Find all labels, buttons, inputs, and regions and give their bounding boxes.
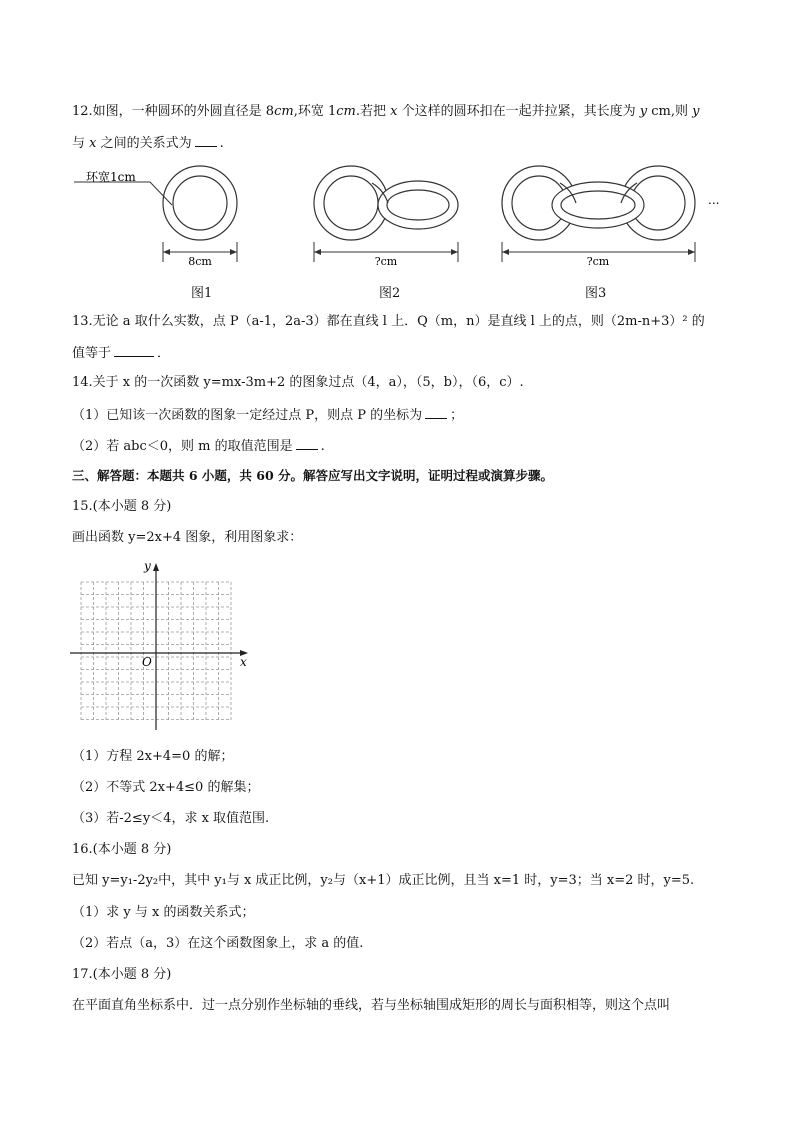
q13-text: 值等于 (72, 346, 112, 361)
figure-3-three-rings (502, 166, 719, 268)
caption-fig2: 图2 (379, 286, 401, 301)
answer-blank (195, 134, 217, 147)
y-axis-label: y (144, 560, 151, 573)
ring-figures (0, 160, 794, 270)
q12-text-e: cm,则 (647, 104, 693, 119)
unit-cm: cm (274, 104, 294, 119)
q13-line1: 13.无论 a 取什么实数，点 P（a-1，2a-3）都在直线 l 上．Q（m，n）是直线 l 上的点，则（2m-n+3）² 的 (72, 314, 705, 329)
unit-cm: cm (336, 104, 356, 119)
q14-sub1 (72, 406, 463, 425)
ellipsis: ... (708, 193, 720, 207)
q12-text-a: 12.如图，一种圆环的外圆直径是 8 (72, 104, 275, 119)
q16-intro: 已知 y=y₁-2y₂中，其中 y₁与 x 成正比例，y₂与（x+1）成正比例，且当 x=1 时，y=3；当 x=2 时，y=5. (72, 873, 695, 888)
q13-line2 (72, 344, 170, 363)
q17-intro: 在平面直角坐标系中．过一点分别作坐标轴的垂线，若与坐标轴围成矩形的周长与面积相等，则这个点叫 (72, 998, 671, 1013)
length-label-2: ?cm (374, 255, 398, 268)
q15-head: 15.(本小题 8 分) (72, 499, 172, 514)
answer-blank (114, 344, 154, 357)
q16-head: 16.(本小题 8 分) (72, 842, 172, 857)
y-axis-arrow (153, 563, 159, 571)
caption-fig3: 图3 (585, 286, 607, 301)
var-x: x (390, 104, 398, 119)
answer-blank (296, 437, 318, 450)
q14-line1: 14.关于 x 的一次函数 y=mx-3m+2 的图象过点（4，a），（5，b），（6，c）. (72, 375, 524, 390)
q12-text-g: 之间的关系式为 (96, 136, 192, 151)
section-3-heading: 三、解答题：本题共 6 小题，共 60 分。解答应写出文字说明，证明过程或演算步骤。 (72, 468, 554, 483)
q12-end: . (219, 136, 224, 151)
origin-label: O (142, 655, 152, 669)
var-y: y (639, 104, 648, 119)
q12-text-c: .若把 (355, 104, 391, 119)
q16-sub1: （1）求 y 与 x 的函数关系式； (72, 905, 255, 920)
q17-head: 17.(本小题 8 分) (72, 967, 172, 982)
q12-text-b: ,环宽 1 (293, 104, 337, 119)
q14-sub2-end: . (320, 439, 325, 454)
q16-sub2: （2）若点（a，3）在这个函数图象上，求 a 的值. (72, 936, 364, 951)
q14-sub1-text: （1）已知该一次函数的图象一定经过点 P，则点 P 的坐标为 (72, 408, 423, 423)
q14-sub1-end: ； (450, 408, 464, 423)
q12-line1 (72, 103, 699, 121)
q15-sub2: （2）不等式 2x+4≤0 的解集； (72, 780, 260, 795)
q12-text-f: 与 (72, 136, 90, 151)
q14-sub2 (72, 437, 325, 456)
caption-fig1: 图1 (191, 286, 213, 301)
var-y: y (692, 104, 700, 119)
figure-2-two-rings (314, 166, 458, 268)
diameter-label: 8cm (188, 255, 212, 268)
coordinate-grid (66, 560, 256, 732)
q13-end: ． (157, 346, 171, 361)
figure-1-single-ring (74, 166, 237, 268)
length-label-3: ?cm (586, 255, 610, 268)
q14-sub2-text: （2）若 abc＜0，则 m 的取值范围是 (72, 439, 293, 454)
q15-intro: 画出函数 y=2x+4 图象，利用图象求： (72, 530, 303, 545)
q15-sub1: （1）方程 2x+4=0 的解； (72, 749, 234, 764)
q12-line2 (72, 134, 224, 153)
q12-text-d: 个这样的圆环扣在一起并拉紧，其长度为 (397, 104, 640, 119)
q15-sub3: （3）若-2≤y＜4，求 x 取值范围. (72, 811, 270, 826)
var-x: x (89, 136, 97, 151)
answer-blank (425, 406, 447, 419)
x-axis-label: x (240, 655, 247, 669)
ring-width-label: 环宽1cm (86, 170, 136, 184)
